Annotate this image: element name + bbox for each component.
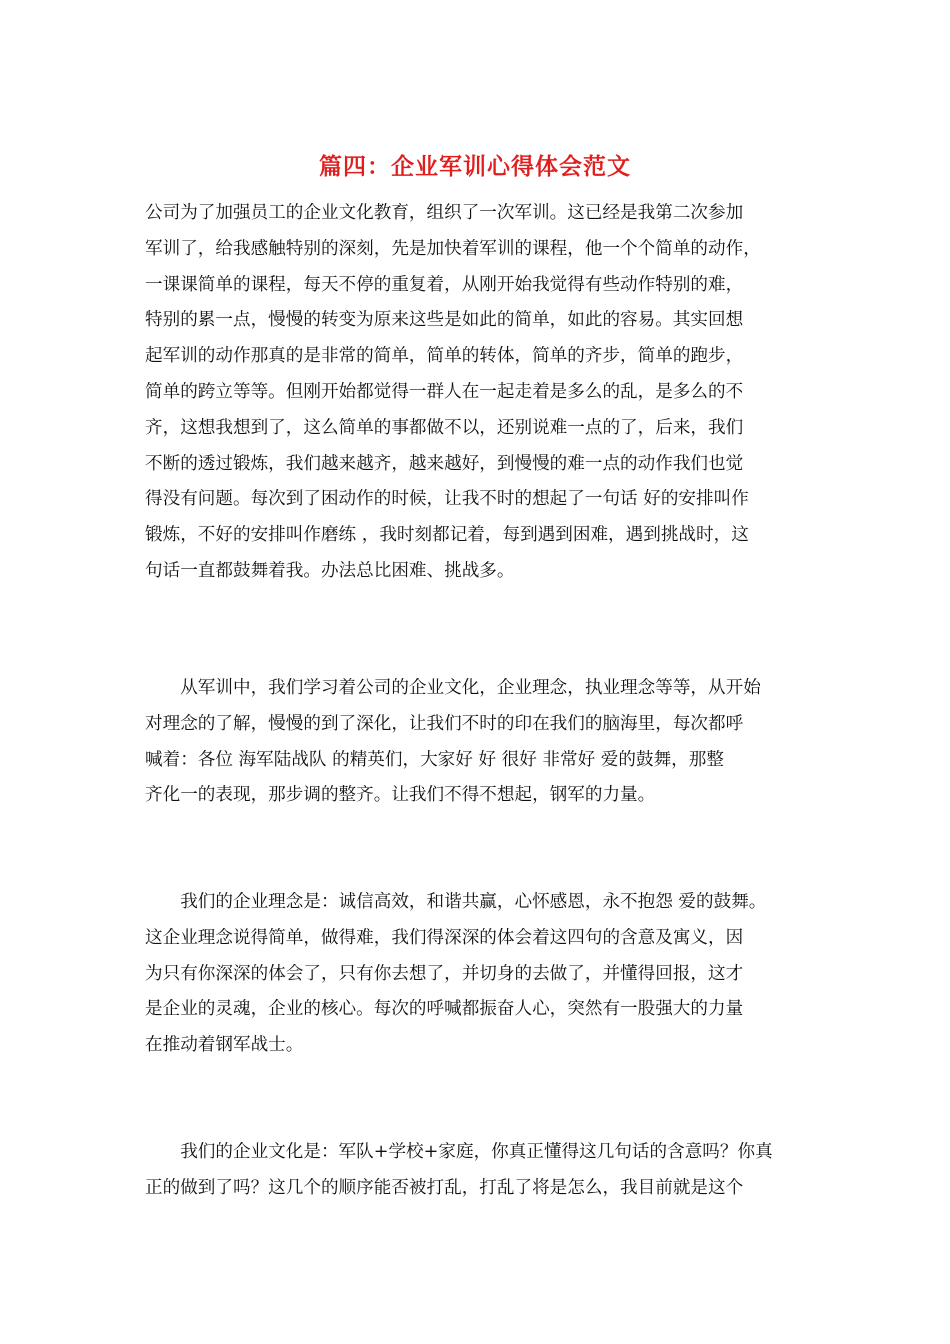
paragraph-line: 一课课简单的课程，每天不停的重复着，从刚开始我觉得有些动作特别的难， [145,274,744,295]
paragraph-line: 公司为了加强员工的企业文化教育，组织了一次军训。这已经是我第二次参加 [145,203,744,223]
paragraph-4 [145,1135,810,1207]
paragraph-line: 对理念的了解，慢慢的到了深化，让我们不时的印在我们的脑海里，每次都呼 [145,713,744,734]
paragraph-1 [145,196,810,590]
paragraph-line: 我们的企业文化是：军队+学校+家庭，你真正懂得这几句话的含意吗？你真 [145,1142,773,1162]
paragraph-line: 为只有你深深的体会了，只有你去想了，并切身的去做了，并懂得回报，这才 [145,963,744,984]
document-title: 篇四：企业军训心得体会范文 [319,153,631,180]
paragraph-line: 正的做到了吗？这几个的顺序能否被打乱，打乱了将是怎么，我目前就是这个 [145,1177,744,1198]
paragraph-2 [145,671,810,814]
paragraph-line: 我们的企业理念是：诚信高效，和谐共赢，心怀感恩，永不抱怨 爱的鼓舞。 [145,892,767,912]
paragraph-line: 特别的累一点，慢慢的转变为原来这些是如此的简单，如此的容易。其实回想 [145,310,744,331]
paragraph-line: 起军训的动作那真的是非常的简单，简单的转体，简单的齐步，简单的跑步， [145,346,744,367]
paragraph-line: 不断的透过锻炼，我们越来越齐，越来越好，到慢慢的难一点的动作我们也觉 [145,453,744,474]
paragraph-line: 这企业理念说得简单，做得难，我们得深深的体会着这四句的含意及寓义，因 [145,927,744,948]
paragraph-line: 是企业的灵魂，企业的核心。每次的呼喊都振奋人心，突然有一股强大的力量 [145,999,744,1020]
paragraph-line: 锻炼，不好的安排叫作磨练 ，我时刻都记着，每到遇到困难，遇到挑战时，这 [145,525,749,546]
paragraph-line: 在推动着钢军战士。 [145,1035,304,1056]
paragraph-line: 得没有问题。每次到了困动作的时候，让我不时的想起了一句话 好的安排叫作 [145,489,749,510]
paragraph-line: 句话一直都鼓舞着我。办法总比困难、挑战多。 [145,560,515,581]
paragraph-line: 军训了，给我感触特别的深刻，先是加快着军训的课程，他一个个简单的动作， [145,238,761,259]
paragraph-3 [145,885,810,1064]
paragraph-line: 从军训中，我们学习着公司的企业文化，企业理念，执业理念等等，从开始 [145,678,761,698]
paragraph-line: 齐化一的表现，那步调的整齐。让我们不得不想起，钢军的力量。 [145,785,656,806]
paragraph-line: 简单的跨立等等。但刚开始都觉得一群人在一起走着是多么的乱，是多么的不 [145,381,744,402]
paragraph-line: 喊着：各位 海军陆战队 的精英们，大家好 好 很好 非常好 爱的鼓舞，那整 [145,749,724,770]
paragraph-line: 齐，这想我想到了，这么简单的事都做不以，还别说难一点的了，后来，我们 [145,417,744,438]
